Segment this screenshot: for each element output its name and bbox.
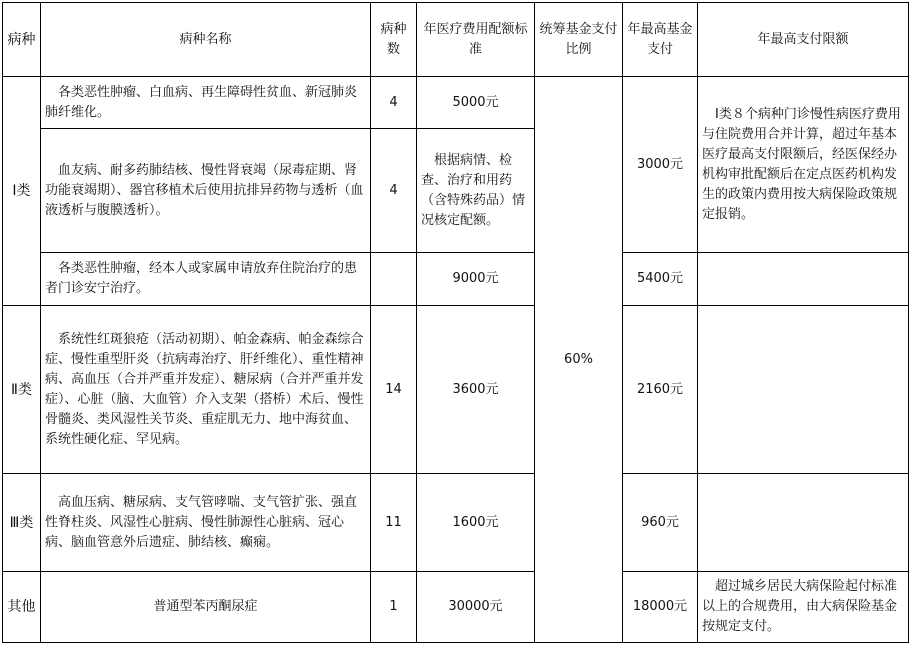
row-limit	[698, 253, 909, 306]
row-quota: 30000元	[417, 572, 535, 643]
table-row	[3, 77, 909, 129]
row-disease-count: 4	[371, 77, 417, 129]
row-limit	[698, 306, 909, 474]
row-disease-count: 1	[371, 572, 417, 643]
row-disease-name: 高血压病、糖尿病、支气管哮喘、支气管扩张、强直性脊柱炎、风湿性心脏病、慢性肺源性心脏病、冠心病、脑血管意外后遗症、肺结核、癫痫。	[41, 474, 371, 572]
row-fund: 5400元	[623, 253, 698, 306]
header-annual-max-fund: 年最高基金支付	[623, 3, 698, 77]
header-annual-max-limit: 年最高支付限额	[698, 3, 909, 77]
row-fund: 2160元	[623, 306, 698, 474]
policy-table	[2, 2, 909, 643]
table-row	[3, 474, 909, 572]
group-label-class1: Ⅰ类	[3, 77, 41, 306]
class1-limit-note: Ⅰ类８个病种门诊慢性病医疗费用与住院费用合并计算，超过年基本医疗最高支付限额后，经医保经办机构审批配额后在定点医药机构发生的政策内费用按大病保险政策规定报销。	[698, 77, 909, 253]
header-fund-ratio: 统筹基金支付比例	[535, 3, 623, 77]
row-disease-name: 各类恶性肿瘤、白血病、再生障碍性贫血、新冠肺炎肺纤维化。	[41, 77, 371, 129]
row-fund: 18000元	[623, 572, 698, 643]
row-quota: 3600元	[417, 306, 535, 474]
table-row	[3, 572, 909, 643]
header-row	[3, 3, 909, 77]
row-disease-name: 系统性红斑狼疮（活动初期）、帕金森病、帕金森综合症、慢性重型肝炎（抗病毒治疗、肝纤维化）、重性精神病、高血压（合并严重并发症）、糖尿病（合并严重并发症）、心脏（脑、大血管）介入支架（搭桥）术后、慢性骨髓炎、类风湿性关节炎、重症肌无力、地中海贫血、系统性硬化症、罕见病。	[41, 306, 371, 474]
row-disease-count: 4	[371, 129, 417, 253]
group-label-class2: Ⅱ类	[3, 306, 41, 474]
row-quota: 1600元	[417, 474, 535, 572]
row-limit	[698, 474, 909, 572]
row-quota: 根据病情、检查、治疗和用药（含特殊药品）情况核定配额。	[417, 129, 535, 253]
row-disease-name: 普通型苯丙酮尿症	[41, 572, 371, 643]
row-disease-name: 各类恶性肿瘤，经本人或家属申请放弃住院治疗的患者门诊安宁治疗。	[41, 253, 371, 306]
row-quota: 5000元	[417, 77, 535, 129]
row-fund: 960元	[623, 474, 698, 572]
header-disease-name: 病种名称	[41, 3, 371, 77]
row-quota: 9000元	[417, 253, 535, 306]
row-disease-count	[371, 253, 417, 306]
table-row	[3, 253, 909, 306]
group-label-other: 其他	[3, 572, 41, 643]
header-disease-count: 病种数	[371, 3, 417, 77]
row-disease-count: 11	[371, 474, 417, 572]
header-annual-quota: 年医疗费用配额标准	[417, 3, 535, 77]
row-disease-name: 血友病、耐多药肺结核、慢性肾衰竭（尿毒症期、肾功能衰竭期）、器官移植术后使用抗排异药物与透析（血液透析与腹膜透析）。	[41, 129, 371, 253]
header-category: 病种	[3, 3, 41, 77]
fund-ratio-cell: 60%	[535, 77, 623, 643]
row-limit: 超过城乡居民大病保险起付标准以上的合规费用，由大病保险基金按规定支付。	[698, 572, 909, 643]
group-label-class3: Ⅲ类	[3, 474, 41, 572]
table-row	[3, 306, 909, 474]
row-disease-count: 14	[371, 306, 417, 474]
class1-fund-cell: 3000元	[623, 77, 698, 253]
